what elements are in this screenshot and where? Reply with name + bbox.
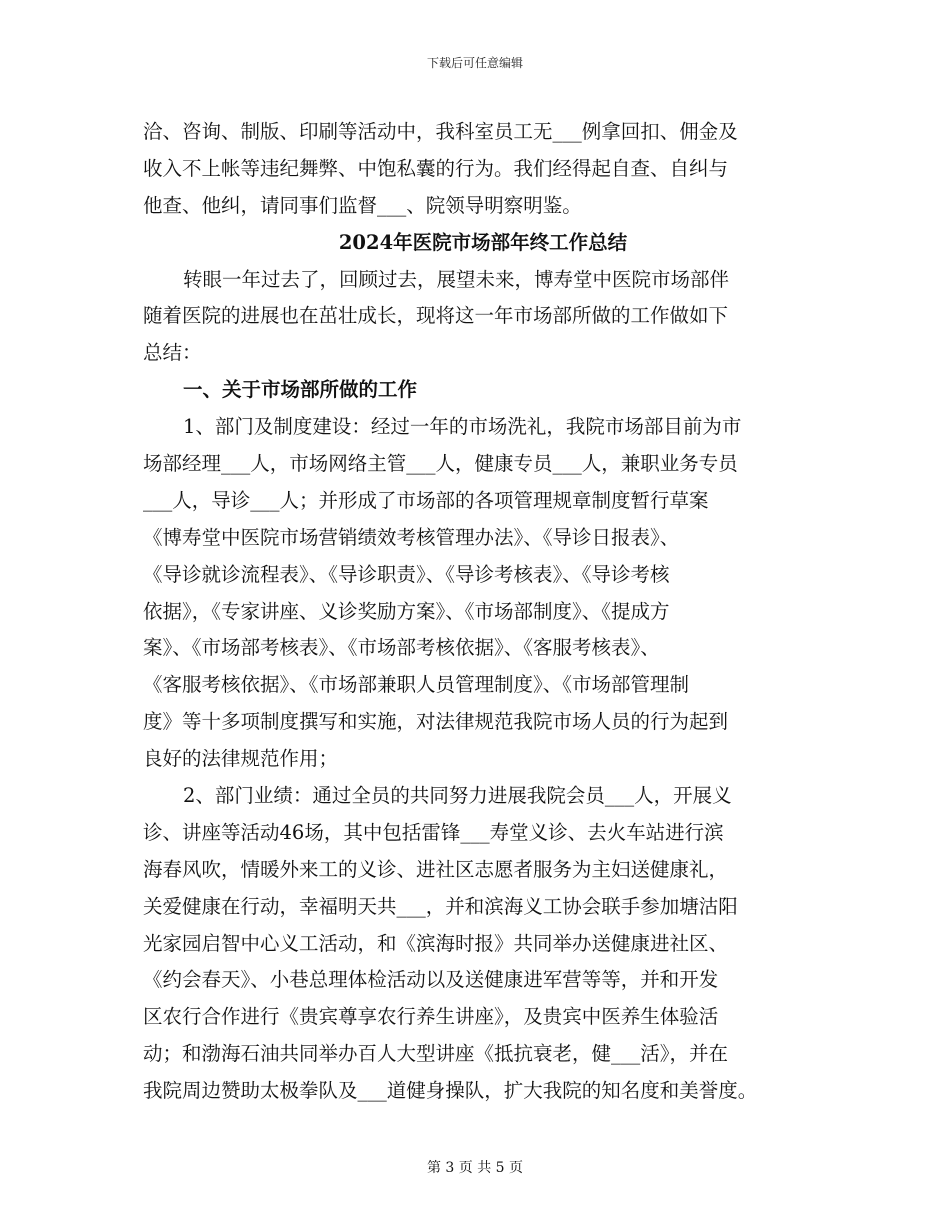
text-line: 动；和渤海石油共同举办百人大型讲座《抵抗衰老，健___活》，并在 (143, 1042, 729, 1066)
text-line: 总结： (143, 341, 202, 365)
page-header: 下载后可任意编辑 (426, 56, 523, 70)
text-line: 区农行合作进行《贵宾尊享农行养生讲座》，及贵宾中医养生体验活 (143, 1005, 719, 1029)
text-line: 《导诊就诊流程表》、《导诊职责》、《导诊考核表》、《导诊考核 (143, 562, 670, 586)
text-line: 依据》，《专家讲座、义诊奖励方案》、《市场部制度》、《提成方 (143, 599, 670, 623)
text-line: 度》等十多项制度撰写和实施，对法律规范我院市场人员的行为起到 (143, 710, 729, 734)
paragraph-start: 1、部门及制度建设：经过一年的市场洗礼，我院市场部目前为市 (183, 415, 742, 439)
text-line: 良好的法律规范作用； (143, 747, 339, 771)
document-title: 2024年医院市场部年终工作总结 (338, 230, 628, 254)
section-heading: 一、关于市场部所做的工作 (183, 378, 418, 402)
text-line: 洽、咨询、制版、印刷等活动中，我科室员工无___例拿回扣、佣金及 (143, 120, 738, 143)
text-line: 关爱健康在行动，幸福明天共___，并和滨海义工协会联手参加塘沽阳 (143, 894, 738, 918)
text-line: 《博寿堂中医院市场营销绩效考核管理办法》、《导诊日报表》、 (143, 525, 680, 549)
text-line: 场部经理___人，市场网络主管___人，健康专员___人，兼职业务专员 (143, 452, 738, 476)
text-line: 随着医院的进展也在茁壮成长，现将这一年市场部所做的工作做如下 (143, 304, 729, 328)
text-line: 案》、《市场部考核表》、《市场部考核依据》、《客服考核表》、 (143, 636, 660, 660)
text-line: ___人，导诊___人；并形成了市场部的各项管理规章制度暂行草案 (143, 488, 709, 512)
text-line: 收入不上帐等违纪舞弊、中饱私囊的行为。我们经得起自查、自纠与 (143, 156, 729, 180)
page-footer: 第 3 页 共 5 页 (426, 1160, 524, 1176)
text-line: 海春风吹，情暖外来工的义诊、进社区志愿者服务为主妇送健康礼， (143, 857, 729, 881)
document-body (143, 114, 823, 1110)
text-line: 《约会春天》、小巷总理体检活动以及送健康进军营等等，并和开发 (143, 968, 719, 992)
text-line: 他查、他纠，请同事们监督___、院领导明察明鉴。 (143, 193, 582, 217)
text-line: 光家园启智中心义工活动，和《滨海时报》共同举办送健康进社区、 (143, 931, 729, 955)
text-line: 诊、讲座等活动46场，其中包括雷锋___寿堂义诊、去火车站进行滨 (143, 820, 724, 844)
text-line: 《客服考核依据》、《市场部兼职人员管理制度》、《市场部管理制 (143, 673, 690, 697)
paragraph-start: 2、部门业绩：通过全员的共同努力进展我院会员___人，开展义 (183, 784, 732, 808)
text-line: 我院周边赞助太极拳队及___道健身操队，扩大我院的知名度和美誉度。 (143, 1079, 758, 1103)
paragraph-start: 转眼一年过去了，回顾过去，展望未来，博寿堂中医院市场部伴 (183, 267, 730, 291)
